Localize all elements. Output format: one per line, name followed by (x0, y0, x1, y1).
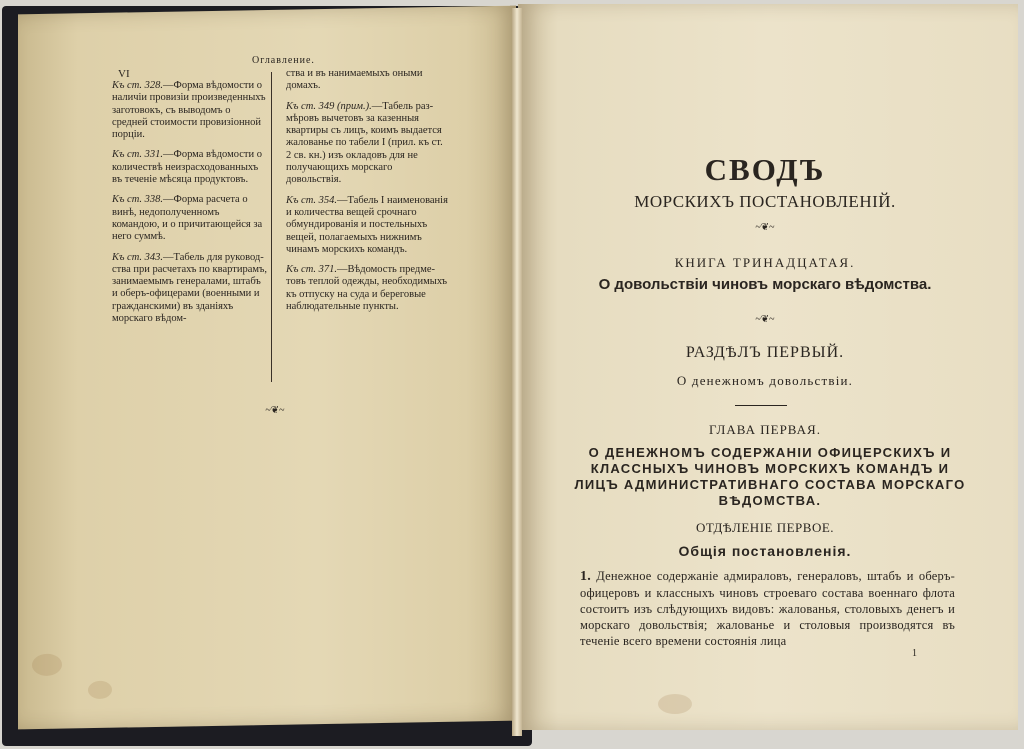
toc-entry (286, 101, 448, 187)
toc-entry-text: —Вѣдомость предметовъ теплой одежды, необходимыхъ къ отпуску на суда и береговые наблюдательные пункты. (286, 264, 448, 313)
paragraph-text: Денежное содержаніе адмираловъ, генераловъ, штабъ и оберъ-офицеровъ и классныхъ чиновъ строеваго состава военнаго флота состоитъ изъ слѣдующихъ видовъ: жалованья, столовыхъ денегъ и морскаго довольствія; жалованье и столовыя производятся въ теченіе всего времени состоянія лица (580, 569, 955, 648)
chapter-title: О ДЕНЕЖНОМЪ СОДЕРЖАНІИ ОФИЦЕРСКИХЪ И КЛАССНЫХЪ ЧИНОВЪ МОРСКИХЪ КОМАНДЪ И ЛИЦЪ АДМИНИСТРАТИВНАГО СОСТАВА МОРСКАГО ВѢДОМСТВА. (574, 445, 966, 508)
toc-entry-ref: Къ ст. 328. (112, 80, 164, 91)
toc-entry-ref: Къ ст. 343. (112, 251, 164, 263)
toc-entry-text: —Форма вѣдомости о наличіи провизіи произведенныхъ заготовокъ, съ выводомъ о средней стоимости провизіонной порціи. (112, 80, 266, 141)
toc-entry-text: —Табель для руководства при расчетахъ по квартирамъ, занимаемымъ генералами, штабъ и оберъ-офицерами (военными и гражданскими) въ зданіяхъ морскаго вѣдом- (112, 251, 268, 325)
ornament-divider: ~❦~ (755, 314, 775, 325)
toc-entry (286, 68, 448, 93)
toc-entry-text: —Табель размѣровъ вычетовъ за казенныя квартиры съ лицъ, коимъ выдается жалованье по табели I (прил. къ ст. 2 св. кн.) изъ окладовъ для не получающихъ морскаго довольствія. (286, 100, 443, 186)
toc-entry-text: ства и въ нанимаемыхъ оными домахъ. (286, 68, 423, 92)
toc-entry (112, 80, 268, 141)
toc-entry-text: —Табель I наименованія и количества вещей срочнаго обмундированія и постельныхъ вещей, полагаемыхъ нижнимъ чинамъ морскихъ командъ. (286, 194, 448, 255)
short-rule (735, 405, 787, 406)
section-subtitle: О денежномъ довольствіи. (676, 373, 854, 388)
ornament-divider: ~❦~ (265, 405, 285, 416)
page-number-right: 1 (912, 648, 917, 659)
book-gutter (512, 8, 522, 736)
paragraph-number: 1. (580, 569, 591, 584)
page-title: СВОДЪ (704, 152, 826, 187)
section-heading: РАЗДѢЛЪ ПЕРВЫЙ. (685, 344, 845, 361)
ornament-divider: ~❦~ (755, 222, 775, 233)
toc-entry-ref: Къ ст. 354. (286, 194, 338, 206)
toc-entry (112, 194, 268, 243)
book-heading: КНИГА ТРИНАДЦАТАЯ. (674, 255, 856, 270)
general-heading: Общія постановленія. (678, 543, 852, 559)
toc-entry-ref: Къ ст. 331. (112, 149, 164, 161)
toc-entry (286, 264, 448, 313)
paragraph-1 (580, 568, 955, 649)
toc-entry (112, 252, 268, 326)
toc-entry-ref: Къ ст. 371. (286, 264, 338, 276)
page-number-left: VI (118, 68, 130, 80)
toc-entry-text: —Форма вѣдомости о количествѣ неизрасходованныхъ въ теченіе мѣсяца продуктовъ. (112, 149, 262, 186)
toc-entry (112, 149, 268, 186)
book-title: О довольствіи чиновъ морскаго вѣдомства. (598, 276, 932, 293)
toc-entry-ref: Къ ст. 349 (прим.). (286, 100, 372, 112)
chapter-heading: ГЛАВА ПЕРВАЯ. (709, 422, 821, 437)
toc-entry (286, 195, 448, 256)
department-heading: ОТДѢЛЕНІЕ ПЕРВОЕ. (695, 520, 835, 535)
page-subtitle: МОРСКИХЪ ПОСТАНОВЛЕНІЙ. (634, 192, 896, 211)
running-head: Оглавление. (252, 55, 315, 66)
toc-entry-text: —Форма расчета о винѣ, недополученномъ командою, и о причитающейся за него суммѣ. (112, 194, 263, 243)
column-divider (271, 72, 272, 382)
toc-column-1 (112, 80, 268, 333)
toc-column-2 (286, 68, 448, 321)
toc-entry-ref: Къ ст. 338. (112, 194, 164, 206)
